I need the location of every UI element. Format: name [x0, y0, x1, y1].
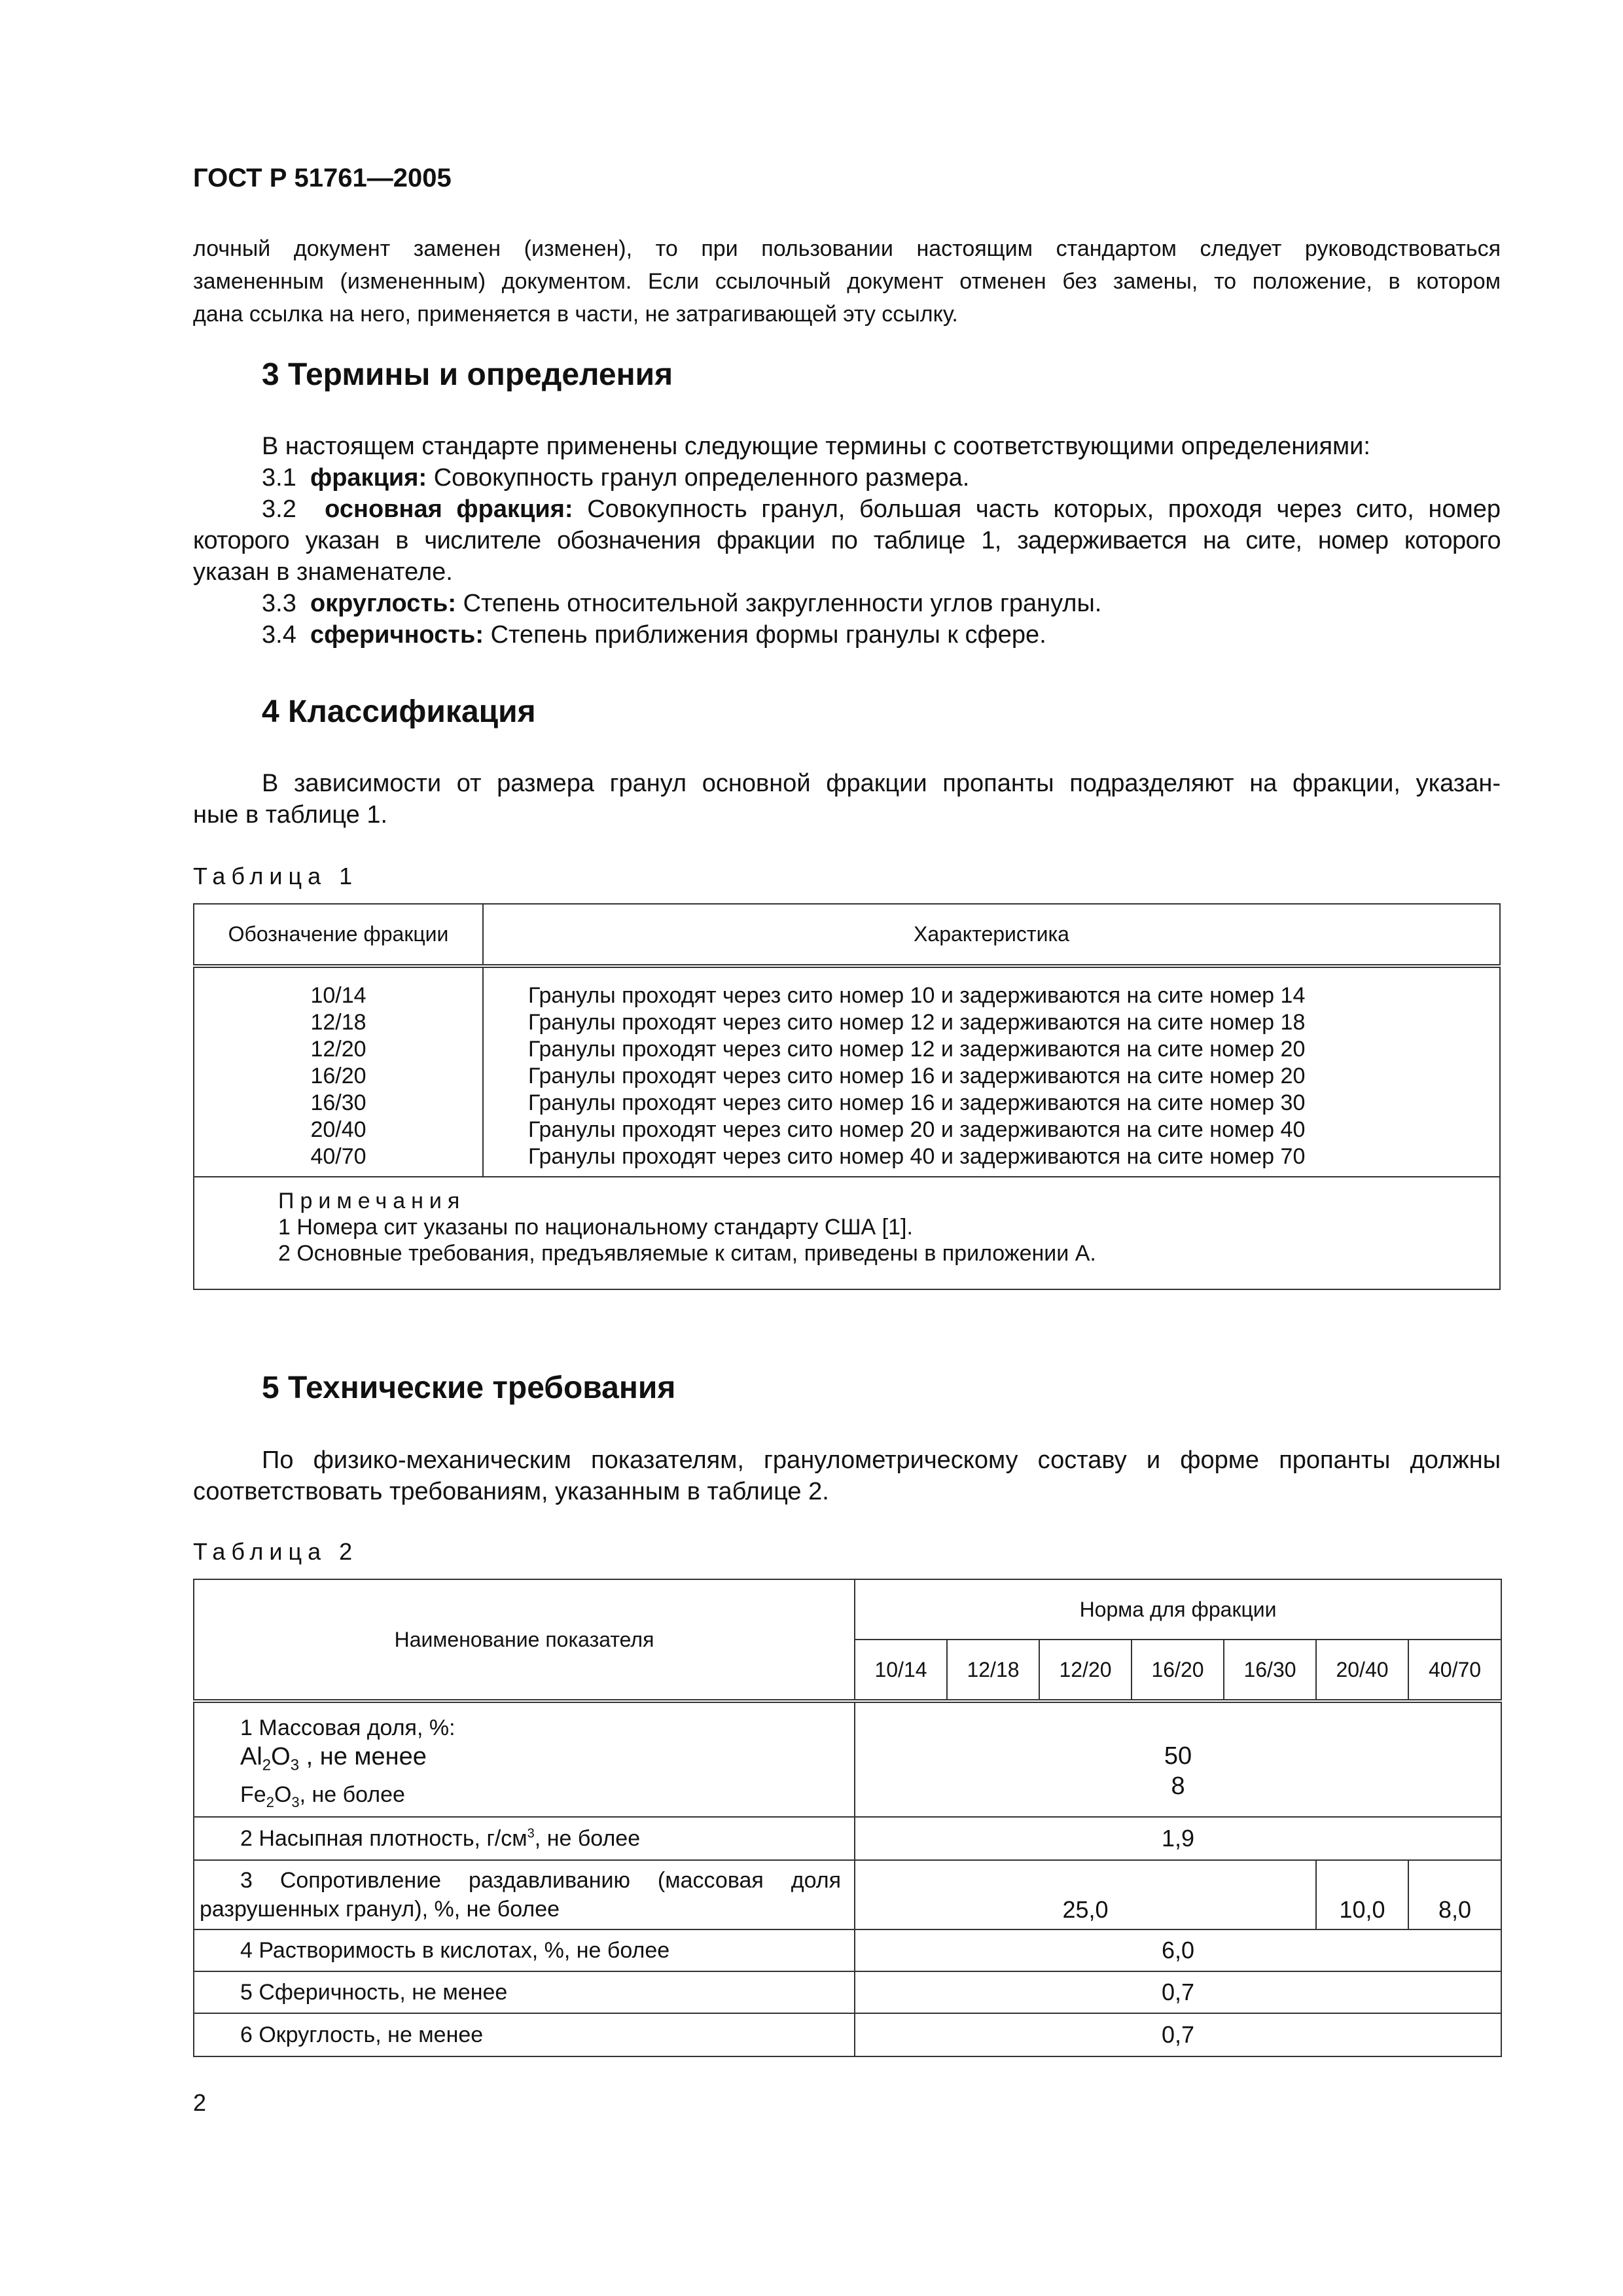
table-2-header-name: Наименование показателя [194, 1579, 855, 1701]
table-2-header-norm: Норма для фракции [855, 1579, 1501, 1640]
table-1-header-desc: Характеристика [483, 904, 1500, 966]
row-acid-solubility-value: 6,0 [855, 1929, 1501, 1971]
indicator-label: 1 Массовая доля, %: [240, 1715, 455, 1740]
fraction-description: Гранулы проходят через сито номер 20 и задерживаются на сите номер 40 [528, 1117, 1306, 1142]
term-3-4 [262, 619, 1501, 651]
term-name: основная фракция: [325, 495, 573, 523]
table-2 [193, 1579, 1502, 2057]
term-number: 3.3 [262, 590, 296, 617]
fraction-description: Гранулы проходят через сито номер 40 и задерживаются на сите номер 70 [528, 1144, 1306, 1169]
row-crush-resistance-label: 3 Сопротивление раздавливанию (массовая доля разрушенных гранул), %, не более [194, 1860, 855, 1929]
fraction-header: 10/14 [855, 1640, 947, 1701]
fraction-code: 12/20 [310, 1037, 366, 1062]
row-mass-fraction-values [855, 1701, 1501, 1817]
section-5-title: 5 Технические требования [262, 1371, 676, 1405]
term-definition-line: указан в знаменателе. [193, 558, 453, 586]
section-3-title: 3 Термины и определения [262, 357, 673, 392]
term-name: сферичность: [310, 621, 484, 649]
section-4-title: 4 Классификация [262, 694, 536, 729]
al2o3-value: 50 [1164, 1742, 1192, 1770]
section-4-paragraph [193, 768, 1501, 831]
fraction-code: 12/18 [310, 1010, 366, 1035]
term-definition: Степень относительной закругленности углов гранулы. [463, 590, 1102, 617]
fe2o3-label: $Fe_2O_3$, не более [240, 1782, 405, 1810]
fraction-header: 12/20 [1039, 1640, 1132, 1701]
fraction-description: Гранулы проходят через сито номер 16 и задерживаются на сите номер 20 [528, 1064, 1306, 1088]
intro-line: дана ссылка на него, применяется в части, не затрагивающей эту ссылку. [193, 302, 958, 327]
fraction-header: 12/18 [947, 1640, 1039, 1701]
intro-line: замененным (измененным) документом. Если ссылочный документ отменен без замены, то положение, в котором [193, 269, 1501, 294]
fe2o3-value: 8 [1171, 1772, 1185, 1800]
fraction-header: 40/70 [1408, 1640, 1501, 1701]
notes-title: Примечания [278, 1189, 466, 1213]
section-5-paragraph [193, 1444, 1501, 1507]
table-1-codes [194, 966, 483, 1177]
row-acid-solubility-label: 4 Растворимость в кислотах, %, не более [194, 1929, 855, 1971]
crush-value-20-40: 10,0 [1316, 1860, 1408, 1929]
fraction-header: 16/30 [1224, 1640, 1316, 1701]
term-name: фракция: [310, 464, 427, 492]
document-code: ГОСТ Р 51761—2005 [193, 164, 452, 192]
term-number: 3.4 [262, 621, 296, 649]
term-name: округлость: [310, 590, 457, 617]
row-roundness-value: 0,7 [855, 2013, 1501, 2056]
term-3-3 [262, 588, 1501, 619]
intro-paragraph [193, 232, 1501, 331]
table-1-descriptions [483, 966, 1500, 1177]
row-sphericity-value: 0,7 [855, 1971, 1501, 2013]
intro-line: лочный документ заменен (изменен), то при пользовании настоящим стандартом следует руководствоваться [193, 236, 1501, 261]
row-sphericity-label: 5 Сферичность, не менее [194, 1971, 855, 2013]
page-number: 2 [193, 2089, 207, 2116]
term-3-2 [193, 493, 1501, 588]
al2o3-label: $Al_2O_3$ , не менее [240, 1743, 427, 1774]
table-1 [193, 903, 1501, 1290]
term-definition-line: которого указан в числителе обозначения фракции по таблице 1, задерживается на сите, номер которого [193, 527, 1501, 554]
paragraph-line: В зависимости от размера гранул основной фракции пропанты подразделяют на фракции, указан- [262, 770, 1501, 797]
row-mass-fraction-label [194, 1701, 855, 1817]
term-number: 3.2 [262, 495, 296, 523]
fraction-code: 16/30 [310, 1090, 366, 1115]
fraction-description: Гранулы проходят через сито номер 10 и задерживаются на сите номер 14 [528, 983, 1306, 1008]
fraction-description: Гранулы проходят через сито номер 12 и задерживаются на сите номер 20 [528, 1037, 1306, 1062]
term-3-1 [262, 462, 1501, 493]
row-roundness-label: 6 Округлость, не менее [194, 2013, 855, 2056]
fraction-code: 10/14 [310, 983, 366, 1008]
table-1-caption: Таблица 1 [193, 863, 359, 889]
row-bulk-density-label: 2 Насыпная плотность, $г/см^3$, не более [194, 1817, 855, 1860]
fraction-description: Гранулы проходят через сито номер 12 и задерживаются на сите номер 18 [528, 1010, 1306, 1035]
row-bulk-density-value: 1,9 [855, 1817, 1501, 1860]
table-2-caption: Таблица 2 [193, 1538, 359, 1565]
note-item: 2 Основные требования, предъявляемые к ситам, приведены в приложении А. [278, 1241, 1096, 1266]
fraction-header: 20/40 [1316, 1640, 1408, 1701]
table-1-header-code: Обозначение фракции [194, 904, 483, 966]
paragraph-line: По физико-механическим показателям, гранулометрическому составу и форме пропанты должны [262, 1446, 1501, 1474]
section-3-lead: В настоящем стандарте применены следующие термины с соответствующими определениями: [262, 433, 1370, 460]
term-definition: Совокупность гранул определенного размера. [433, 464, 970, 492]
table-1-notes [194, 1177, 1500, 1289]
term-definition: Совокупность гранул, большая часть которых, проходя через сито, номер [587, 495, 1501, 523]
fraction-code: 40/70 [310, 1144, 366, 1169]
fraction-code: 20/40 [310, 1117, 366, 1142]
crush-value-40-70: 8,0 [1408, 1860, 1501, 1929]
fraction-code: 16/20 [310, 1064, 366, 1088]
term-number: 3.1 [262, 464, 296, 492]
term-definition: Степень приближения формы гранулы к сфере. [490, 621, 1046, 649]
paragraph-line: ные в таблице 1. [193, 801, 388, 829]
fraction-header: 16/20 [1132, 1640, 1224, 1701]
paragraph-line: соответствовать требованиям, указанным в таблице 2. [193, 1478, 829, 1505]
note-item: 1 Номера сит указаны по национальному стандарту США [1]. [278, 1215, 913, 1240]
crush-value-main: 25,0 [855, 1860, 1316, 1929]
fraction-description: Гранулы проходят через сито номер 16 и задерживаются на сите номер 30 [528, 1090, 1306, 1115]
